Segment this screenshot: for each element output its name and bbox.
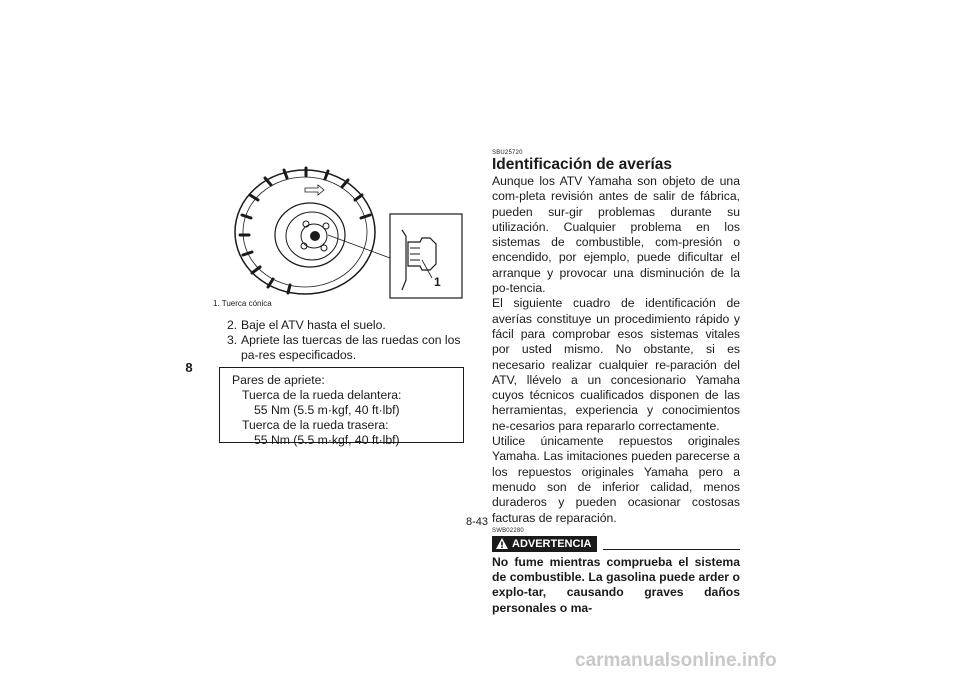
page-number: 8-43 [466,516,489,528]
chapter-tab: 8 [178,352,200,384]
section-code: SBU25720 [492,150,523,156]
step-item [227,333,467,363]
figure-callout: 1 [434,275,441,289]
tire-figure [210,140,465,300]
step-item [227,318,467,333]
section-body [492,174,740,526]
spec-rear-value: 55 Nm (5.5 m·kgf, 40 ft·lbf) [254,433,400,447]
warning-triangle-icon [496,538,508,549]
warning-text: No fume mientras comprueba el sistema de combustible. La gasolina puede arder o explo-tar, causando graves daños personales o ma- [492,554,740,615]
torque-spec-box [219,367,464,447]
spec-title: Pares de apriete: [232,373,325,387]
spec-front-value: 55 Nm (5.5 m·kgf, 40 ft·lbf) [254,403,400,417]
spec-front-label: Tuerca de la rueda delantera: [242,388,402,402]
warning-header [492,536,740,552]
spec-rear-label: Tuerca de la rueda trasera: [242,418,389,432]
warning-badge [492,536,597,552]
paragraph: Utilice únicamente repuestos originales Yamaha. Las imitaciones pueden parecerse a los repuestos originales Yamaha pero a menudo son de inferior calidad, menos duraderos y pueden ocasionar costosas facturas de reparación. [492,434,740,525]
step-number: 2. [227,318,238,332]
warning-code: SWB02280 [492,527,524,534]
steps-list [227,318,467,363]
step-text: Apriete las tuercas de las ruedas con los pa-res especificados. [241,333,461,362]
troubleshooting-section [492,150,740,616]
step-text: Baje el ATV hasta el suelo. [241,318,386,332]
section-title: Identificación de averías [492,156,673,173]
warning-label: ADVERTENCIA [512,537,592,550]
figure-caption: 1. Tuerca cónica [213,299,272,308]
step-number: 3. [227,333,238,347]
paragraph: El siguiente cuadro de identificación de averías constituye un procedimiento rápido y fácil para comprobar esos sistemas vitales por usted mismo. No obstante, si es necesario realizar cualquier re-paración del ATV, llévelo a un concesionario Yamaha cuyos técnicos cualificados disponen de las herramientas, experiencia y conocimientos ne-cesarios para repararlo correctamente. [492,296,740,433]
watermark: carmanualsonline.info [575,650,777,671]
tire-illustration [210,140,465,300]
warning-rule [603,537,740,550]
paragraph: Aunque los ATV Yamaha son objeto de una com-pleta revisión antes de salir de fábrica, pueden sur-gir problemas durante su utilización. Cualquier problema en los sistemas de combustible, com-presión o encendido, por ejemplo, puede dificultar el arranque y provocar una disminución de la po-tencia. [492,174,740,296]
